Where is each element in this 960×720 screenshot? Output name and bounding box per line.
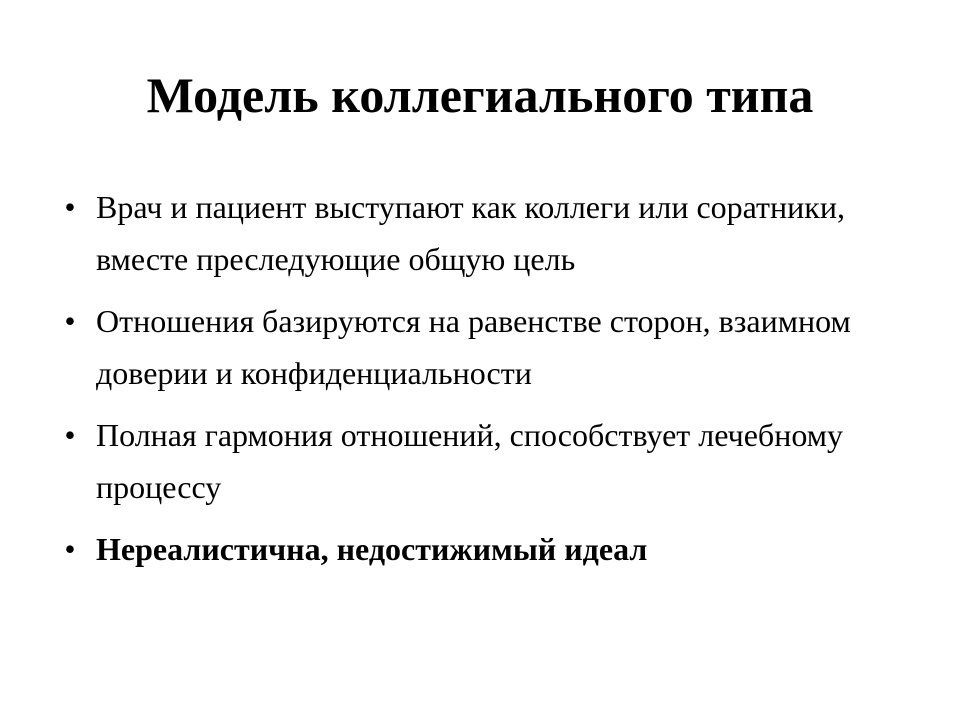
bullet-icon: •	[64, 303, 76, 339]
bullet-item	[58, 181, 908, 285]
slide-title: Модель коллегиального типа	[146, 67, 814, 123]
bullet-text: Нереалистична, недостижимый идеал	[96, 531, 648, 567]
bullet-item	[58, 409, 908, 513]
bullet-list	[58, 181, 908, 585]
bullet-item	[58, 523, 908, 575]
bullet-text: Отношения базируются на равенстве сторон, взаимном доверии и конфиденциальности	[96, 303, 851, 391]
bullet-icon: •	[64, 531, 76, 567]
bullet-item	[58, 295, 908, 399]
bullet-text: Полная гармония отношений, способствует лечебному процессу	[96, 417, 843, 505]
bullet-icon: •	[64, 417, 76, 453]
bullet-text: Врач и пациент выступают как коллеги или соратники, вместе преследующие общую цель	[96, 189, 845, 277]
bullet-icon: •	[64, 189, 76, 225]
